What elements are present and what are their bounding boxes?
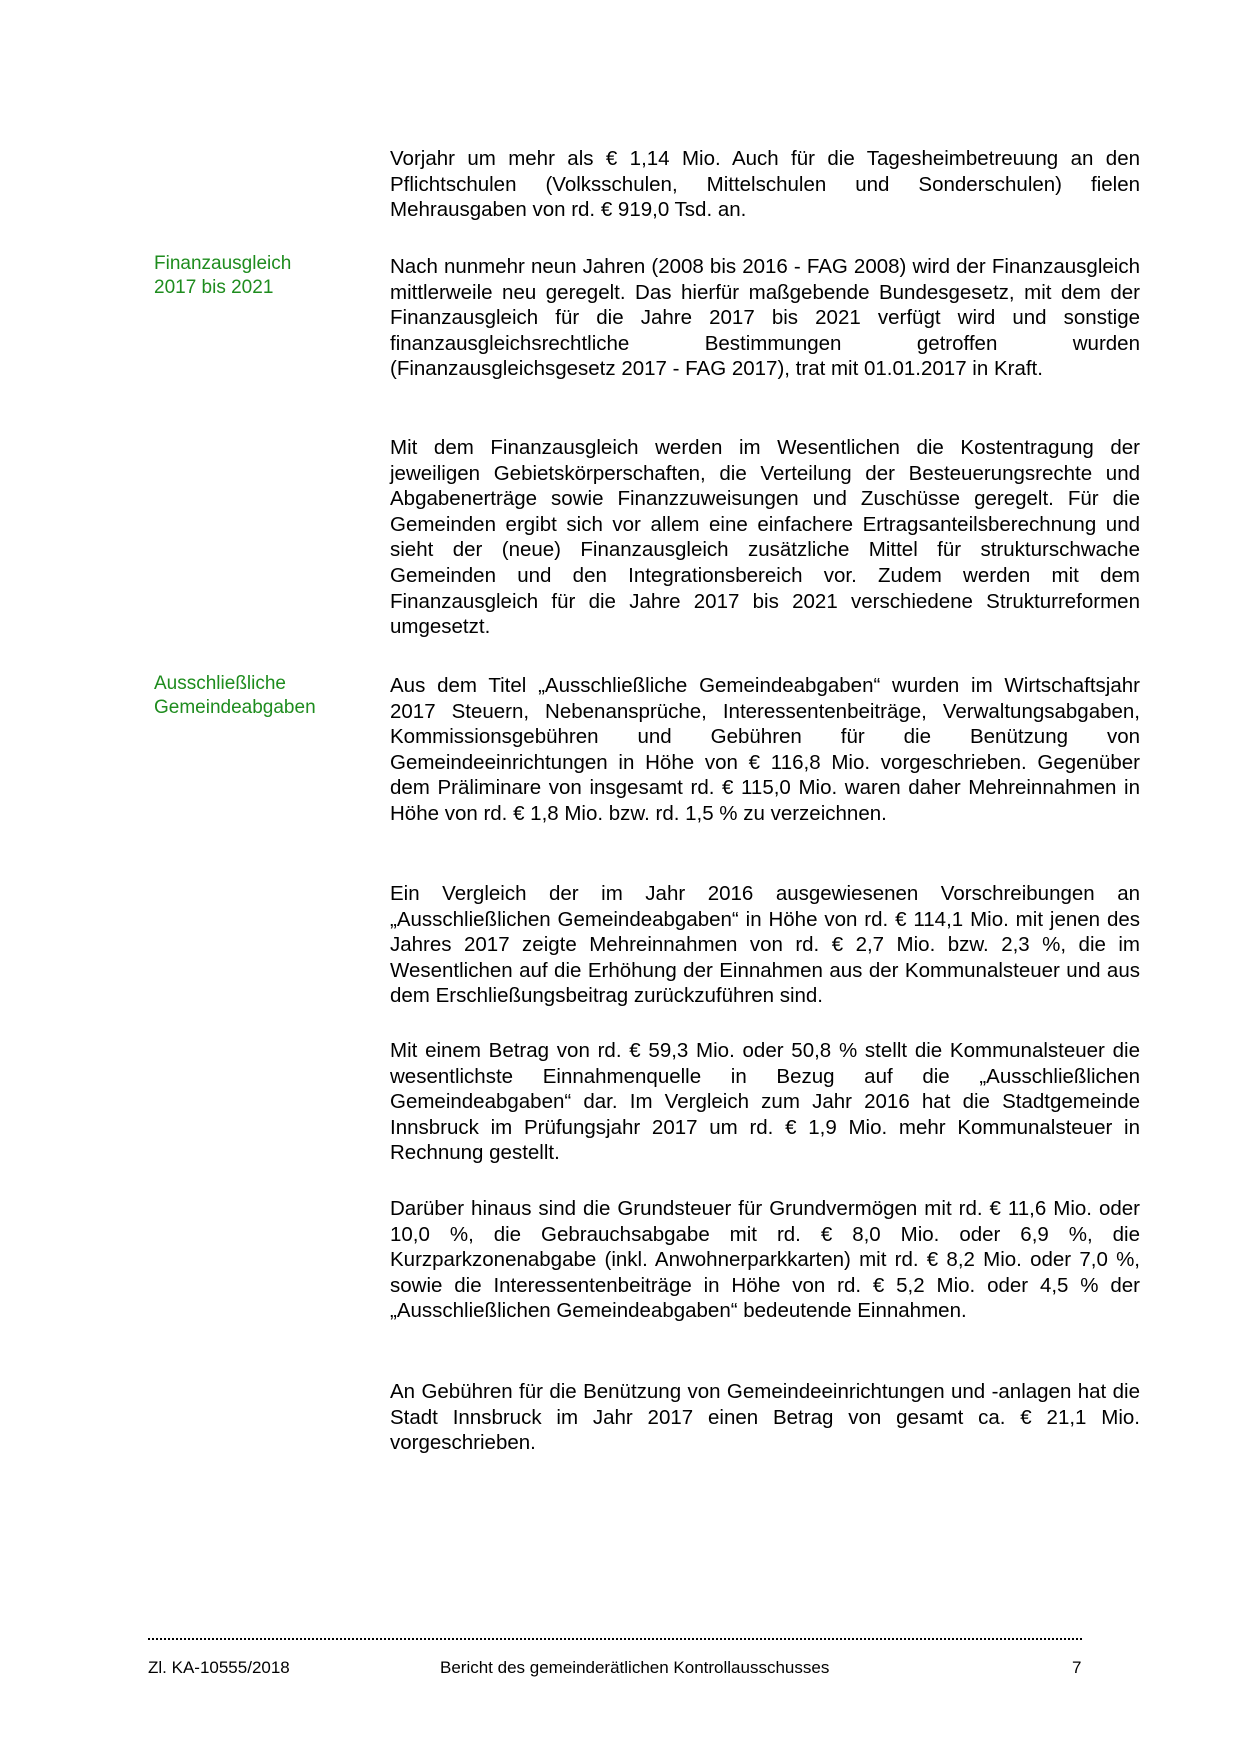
paragraph-8: An Gebühren für die Benützung von Gemeindeeinrichtungen und -anlagen hat die Stadt Innsbruck im Jahr 2017 einen Betrag von gesamt ca. € 21,1 Mio. vorgeschrieben. [390, 1380, 1140, 1455]
margin-note-gemeindeabgaben [154, 672, 354, 720]
paragraph-6: Mit einem Betrag von rd. € 59,3 Mio. oder 50,8 % stellt die Kommunalsteuer die wesentlichste Einnahmenquelle in Bezug auf die „Ausschließlichen Gemeindeabgaben“ dar. Im Vergleich zum Jahr 2016 hat die Stadtgemeinde Innsbruck im Prüfungsjahr 2017 um rd. € 1,9 Mio. mehr Kommunalsteuer in Rechnung gestellt. [390, 1039, 1140, 1165]
paragraph-3: Mit dem Finanzausgleich werden im Wesentlichen die Kostentragung der jeweiligen Gebietskörperschaften, die Verteilung der Besteuerungsrechte und Abgabenerträge sowie Finanzzuweisungen und Zuschüsse geregelt. Für die Gemeinden ergibt sich vor allem eine einfachere Ertragsanteilsberechnung und sieht der (neue) Finanzausgleich zusätzliche Mittel für strukturschwache Gemeinden und den Integrationsbereich vor. Zudem werden mit dem Finanzausgleich für die Jahre 2017 bis 2021 verschiedene Strukturreformen umgesetzt. [390, 436, 1140, 639]
margin-note-line-2: Gemeindeabgaben [154, 697, 316, 718]
footer-title: Bericht des gemeinderätlichen Kontrollausschusses [440, 1658, 830, 1677]
margin-note-finanzausgleich [154, 252, 354, 300]
paragraph-1: Vorjahr um mehr als € 1,14 Mio. Auch für die Tagesheimbetreuung an den Pflichtschulen (Volksschulen, Mittelschulen und Sonderschulen) fielen Mehrausgaben von rd. € 919,0 Tsd. an. [390, 147, 1140, 222]
margin-note-line-1: Finanzausgleich [154, 253, 292, 274]
margin-note-line-1: Ausschließliche [154, 673, 286, 694]
paragraph-4: Aus dem Titel „Ausschließliche Gemeindeabgaben“ wurden im Wirtschaftsjahr 2017 Steuern, Nebenansprüche, Interessentenbeiträge, Verwaltungsabgaben, Kommissionsgebühren und Gebühren für die Benützung von Gemeindeeinrichtungen in Höhe von € 116,8 Mio. vorgeschrieben. Gegenüber dem Präliminare von insgesamt rd. € 115,0 Mio. waren daher Mehreinnahmen in Höhe von rd. € 1,8 Mio. bzw. rd. 1,5 % zu verzeichnen. [390, 674, 1140, 825]
paragraph-2: Nach nunmehr neun Jahren (2008 bis 2016 - FAG 2008) wird der Finanzausgleich mittlerweile neu geregelt. Das hierfür maßgebende Bundesgesetz, mit dem der Finanzausgleich für die Jahre 2017 bis 2021 verfügt wird und sonstige finanzausgleichsrechtliche Bestimmungen getroffen wurden (Finanzausgleichsgesetz 2017 - FAG 2017), trat mit 01.01.2017 in Kraft. [390, 255, 1140, 381]
footer-reference: Zl. KA-10555/2018 [148, 1658, 290, 1677]
margin-note-line-2: 2017 bis 2021 [154, 277, 274, 298]
paragraph-5: Ein Vergleich der im Jahr 2016 ausgewiesenen Vorschreibungen an „Ausschließlichen Gemeindeabgaben“ in Höhe von rd. € 114,1 Mio. mit jenen des Jahres 2017 zeigte Mehreinnahmen von rd. € 2,7 Mio. bzw. 2,3 %, die im Wesentlichen auf die Erhöhung der Einnahmen aus der Kommunalsteuer und aus dem Erschließungsbeitrag zurückzuführen sind. [390, 882, 1140, 1008]
paragraph-7: Darüber hinaus sind die Grundsteuer für Grundvermögen mit rd. € 11,6 Mio. oder 10,0 %, die Gebrauchsabgabe mit rd. € 8,0 Mio. oder 6,9 %, die Kurzparkzonenabgabe (inkl. Anwohnerparkkarten) mit rd. € 8,2 Mio. oder 7,0 %, sowie die Interessentenbeiträge in Höhe von rd. € 5,2 Mio. oder 4,5 % der „Ausschließlichen Gemeindeabgaben“ bedeutende Einnahmen. [390, 1197, 1140, 1323]
footer-divider [148, 1638, 1082, 1640]
page-number: 7 [1072, 1658, 1082, 1677]
